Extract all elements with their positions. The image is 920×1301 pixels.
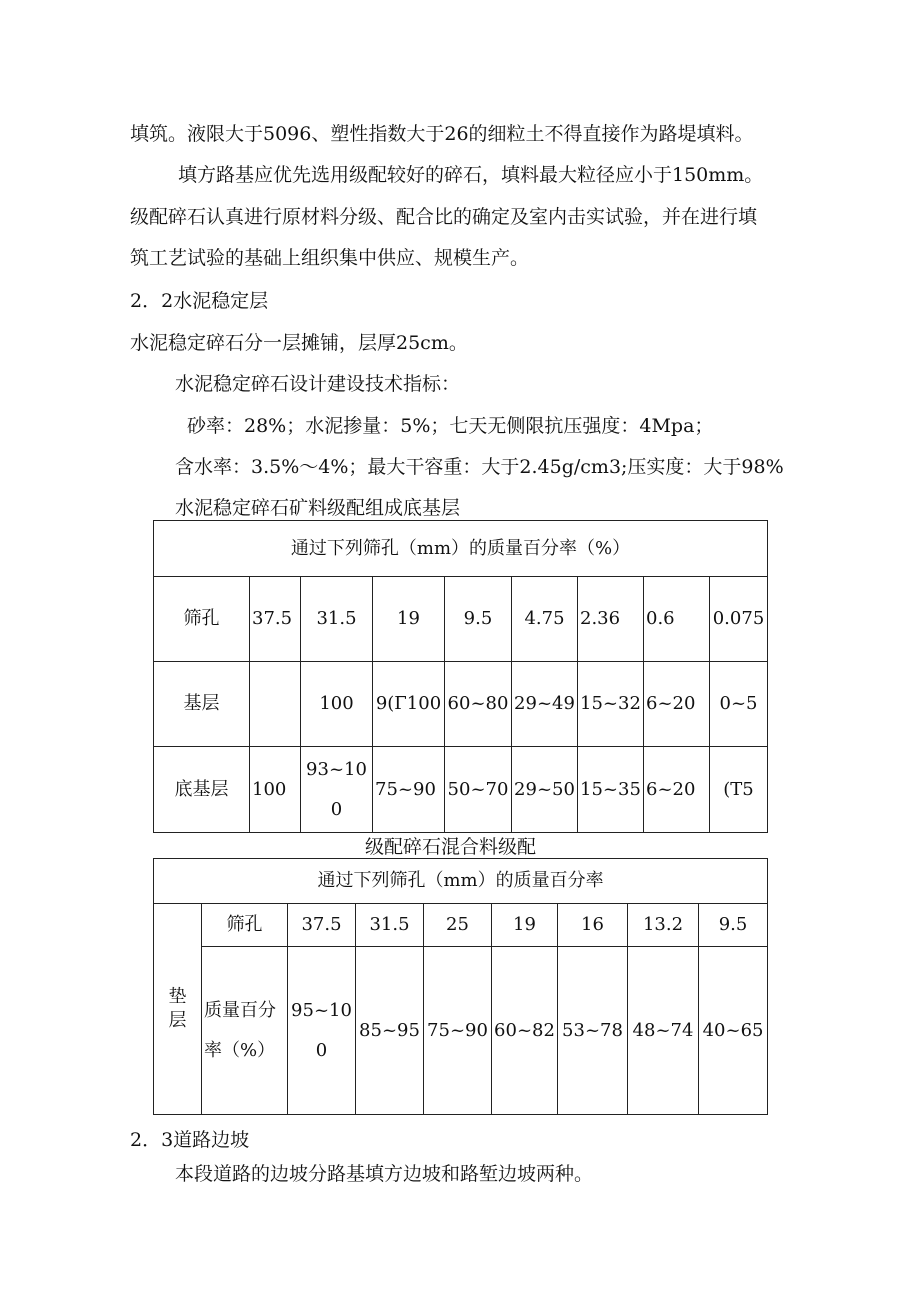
table-cell: 0~5 [710, 662, 768, 747]
table-row [154, 577, 768, 662]
table-cell: 95~100 [288, 947, 356, 1115]
table-cell: 37.5 [288, 904, 356, 947]
table-cell: 29~50 [512, 747, 578, 833]
table-cell: 底基层 [154, 747, 250, 833]
table-cell: 4.75 [512, 577, 578, 662]
table-cell: 15~35 [578, 747, 644, 833]
table-row [154, 662, 768, 747]
paragraph-9: 本段道路的边坡分路基填方边坡和路堑边坡两种。 [175, 1163, 594, 1185]
table1-caption: 水泥稳定碎石矿料级配组成底基层 [175, 497, 461, 519]
table-cell: 93~100 [301, 747, 373, 833]
table-cell: 6~20 [644, 747, 710, 833]
table-cell: 100 [250, 747, 301, 833]
table-cell: 60~82 [492, 947, 558, 1115]
table2-layer-label: 垫层 [154, 904, 202, 1115]
table-cell: 31.5 [301, 577, 373, 662]
table-cell: 2.36 [578, 577, 644, 662]
table-cell: 48~74 [628, 947, 699, 1115]
table-cell: 16 [558, 904, 628, 947]
table-cell: 40~65 [699, 947, 768, 1115]
paragraph-6: 水泥稳定碎石设计建设技术指标： [175, 373, 461, 395]
table-cell [250, 662, 301, 747]
paragraph-5: 水泥稳定碎石分一层摊铺，层厚25cm。 [130, 332, 468, 354]
table-cell: 13.2 [628, 904, 699, 947]
section-heading-2-2: 2．2水泥稳定层 [130, 290, 269, 312]
paragraph-1: 填筑。液限大于5096、塑性指数大于26的细粒土不得直接作为路堤填料。 [130, 123, 754, 145]
table-cell: 0.6 [644, 577, 710, 662]
table-row [154, 947, 768, 1115]
table-cell: 60~80 [445, 662, 512, 747]
table-cell: 29~49 [512, 662, 578, 747]
table-cell: 37.5 [250, 577, 301, 662]
table2-percent-label: 质量百分率（%） [202, 947, 288, 1115]
table2-header: 通过下列筛孔（mm）的质量百分率 [154, 859, 768, 904]
table-cell: 31.5 [356, 904, 424, 947]
table-row [154, 904, 768, 947]
table-cell: 0.075 [710, 577, 768, 662]
table-cell: (T5 [710, 747, 768, 833]
table-cell: 75~90 [373, 747, 445, 833]
table-cell: 筛孔 [154, 577, 250, 662]
table-cell: 85~95 [356, 947, 424, 1115]
table-cell: 9.5 [699, 904, 768, 947]
table-cell: 9(Γ100 [373, 662, 445, 747]
paragraph-7: 砂率：28%；水泥掺量：5%；七天无侧限抗压强度：4Mpa； [187, 415, 714, 437]
table2-caption: 级配碎石混合料级配 [365, 836, 537, 858]
paragraph-2: 填方路基应优先选用级配较好的碎石，填料最大粒径应小于150mm。 [178, 164, 764, 186]
table-cell: 基层 [154, 662, 250, 747]
table-cell: 100 [301, 662, 373, 747]
paragraph-4: 筑工艺试验的基础上组织集中供应、规模生产。 [130, 247, 530, 269]
table-cell: 6~20 [644, 662, 710, 747]
table-cell: 25 [424, 904, 492, 947]
table1-header: 通过下列筛孔（mm）的质量百分率（%） [154, 521, 768, 577]
table2-sieve-label: 筛孔 [202, 904, 288, 947]
table-cell: 53~78 [558, 947, 628, 1115]
table-cell: 75~90 [424, 947, 492, 1115]
table-row [154, 747, 768, 833]
table-cell: 9.5 [445, 577, 512, 662]
table-graded-gravel-mix [153, 858, 768, 1115]
paragraph-3: 级配碎石认真进行原材料分级、配合比的确定及室内击实试验，并在进行填 [130, 206, 758, 228]
paragraph-8: 含水率：3.5%～4%；最大干容重：大于2.45g∕cm3;压实度：大于98% [175, 456, 784, 478]
table-cell: 19 [492, 904, 558, 947]
table-cell: 15~32 [578, 662, 644, 747]
section-heading-2-3: 2．3道路边坡 [130, 1129, 250, 1151]
table-cell: 19 [373, 577, 445, 662]
table-cement-stabilized-grading [153, 520, 768, 833]
table-cell: 50~70 [445, 747, 512, 833]
